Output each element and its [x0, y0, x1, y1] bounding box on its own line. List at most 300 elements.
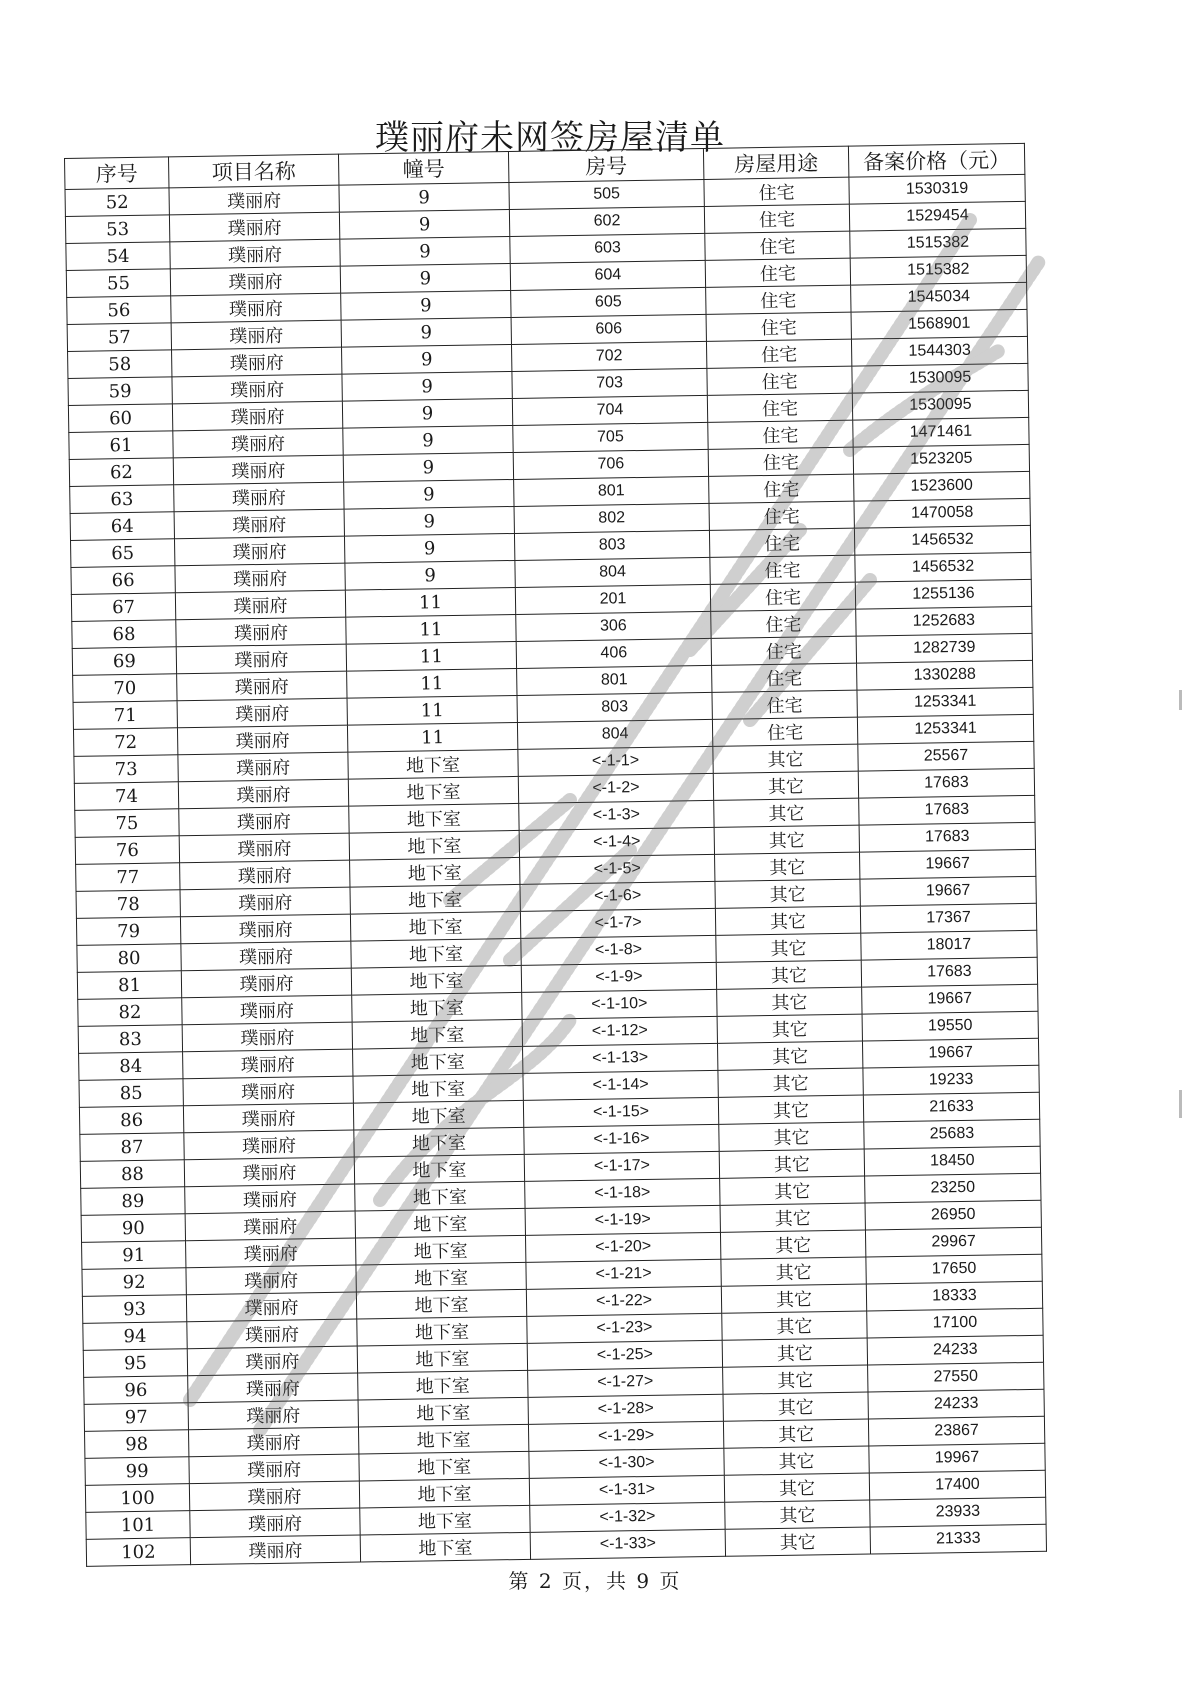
row-room: <-1-16> [524, 1124, 719, 1154]
row-building: 地下室 [350, 857, 520, 887]
row-building: 11 [347, 668, 517, 698]
row-room: 604 [510, 260, 705, 290]
row-usage: 其它 [721, 1257, 866, 1286]
row-building: 9 [341, 317, 511, 347]
row-room: 803 [514, 530, 709, 560]
scan-edge-mark [1179, 690, 1182, 710]
row-project: 璞丽府 [177, 671, 347, 701]
header-usage: 房屋用途 [703, 146, 848, 179]
row-price: 25683 [864, 1119, 1040, 1149]
row-building: 11 [346, 614, 516, 644]
row-usage: 其它 [719, 1122, 864, 1151]
row-usage: 其它 [725, 1500, 870, 1529]
row-room: 804 [517, 719, 712, 749]
row-project: 璞丽府 [187, 1346, 357, 1376]
row-room: 306 [516, 611, 711, 641]
row-building: 地下室 [356, 1289, 526, 1319]
row-usage: 其它 [722, 1311, 867, 1340]
row-price: 19667 [860, 876, 1036, 906]
row-usage: 住宅 [710, 555, 855, 584]
row-building: 地下室 [355, 1181, 525, 1211]
row-usage: 其它 [718, 1095, 863, 1124]
row-price: 19667 [862, 984, 1038, 1014]
row-usage: 住宅 [704, 204, 849, 233]
row-room: <-1-27> [528, 1367, 723, 1397]
row-building: 9 [344, 506, 514, 536]
row-price: 26950 [865, 1200, 1041, 1230]
row-price: 1515382 [850, 228, 1026, 258]
row-building: 地下室 [358, 1370, 528, 1400]
row-building: 11 [346, 641, 516, 671]
header-index: 序号 [65, 157, 169, 190]
row-building: 9 [345, 560, 515, 590]
row-building: 11 [345, 587, 515, 617]
row-project: 璞丽府 [176, 617, 346, 647]
row-building: 地下室 [352, 1019, 522, 1049]
row-project: 璞丽府 [188, 1400, 358, 1430]
row-index: 98 [85, 1430, 189, 1459]
row-index: 95 [83, 1349, 187, 1378]
row-building: 地下室 [356, 1235, 526, 1265]
row-building: 地下室 [350, 911, 520, 941]
row-building: 9 [342, 344, 512, 374]
row-project: 璞丽府 [177, 725, 347, 755]
row-project: 璞丽府 [183, 1103, 353, 1133]
row-usage: 其它 [716, 960, 861, 989]
row-building: 地下室 [351, 965, 521, 995]
row-project: 璞丽府 [176, 644, 346, 674]
row-building: 地下室 [359, 1478, 529, 1508]
row-project: 璞丽府 [186, 1292, 356, 1322]
row-room: 704 [512, 395, 707, 425]
row-building: 地下室 [348, 776, 518, 806]
row-price: 18333 [866, 1281, 1042, 1311]
row-building: 11 [347, 695, 517, 725]
row-index: 69 [72, 647, 176, 676]
row-index: 84 [79, 1052, 183, 1081]
row-index: 62 [69, 458, 173, 487]
row-index: 97 [84, 1403, 188, 1432]
row-price: 1252683 [856, 606, 1032, 636]
row-price: 19667 [862, 1038, 1038, 1068]
row-project: 璞丽府 [184, 1130, 354, 1160]
row-project: 璞丽府 [179, 806, 349, 836]
row-project: 璞丽府 [182, 1022, 352, 1052]
row-room: <-1-14> [523, 1070, 718, 1100]
row-room: 803 [517, 692, 712, 722]
row-room: <-1-28> [528, 1394, 723, 1424]
row-usage: 住宅 [709, 474, 854, 503]
row-price: 21633 [863, 1092, 1039, 1122]
row-index: 74 [74, 782, 178, 811]
row-price: 17100 [867, 1308, 1043, 1338]
row-usage: 其它 [720, 1230, 865, 1259]
row-building: 地下室 [357, 1316, 527, 1346]
row-building: 地下室 [358, 1424, 528, 1454]
row-room: <-1-32> [530, 1502, 725, 1532]
row-index: 99 [85, 1457, 189, 1486]
row-price: 1456532 [855, 552, 1031, 582]
row-building: 9 [341, 291, 511, 321]
row-usage: 住宅 [712, 717, 857, 746]
row-project: 璞丽府 [188, 1373, 358, 1403]
row-usage: 住宅 [710, 582, 855, 611]
row-project: 璞丽府 [172, 347, 342, 377]
row-index: 67 [71, 593, 175, 622]
row-index: 89 [81, 1187, 185, 1216]
row-price: 24233 [868, 1389, 1044, 1419]
row-usage: 其它 [714, 798, 859, 827]
row-room: 606 [511, 314, 706, 344]
row-index: 93 [82, 1295, 186, 1324]
row-index: 71 [73, 701, 177, 730]
row-index: 80 [77, 944, 181, 973]
row-usage: 其它 [720, 1203, 865, 1232]
row-price: 1568901 [851, 309, 1027, 339]
row-price: 17400 [869, 1470, 1045, 1500]
row-usage: 住宅 [709, 528, 854, 557]
row-index: 78 [76, 890, 180, 919]
row-project: 璞丽府 [181, 941, 351, 971]
row-index: 87 [80, 1133, 184, 1162]
row-project: 璞丽府 [189, 1481, 359, 1511]
row-usage: 其它 [722, 1338, 867, 1367]
row-project: 璞丽府 [179, 833, 349, 863]
row-project: 璞丽府 [189, 1454, 359, 1484]
row-usage: 其它 [723, 1419, 868, 1448]
row-room: <-1-18> [525, 1178, 720, 1208]
row-usage: 住宅 [707, 393, 852, 422]
row-room: <-1-1> [518, 746, 713, 776]
row-project: 璞丽府 [175, 590, 345, 620]
row-price: 19967 [869, 1443, 1045, 1473]
row-price: 18450 [864, 1146, 1040, 1176]
row-building: 地下室 [354, 1127, 524, 1157]
row-price: 1529454 [849, 201, 1025, 231]
row-room: <-1-8> [521, 935, 716, 965]
row-room: 804 [515, 557, 710, 587]
row-project: 璞丽府 [175, 563, 345, 593]
row-project: 璞丽府 [180, 887, 350, 917]
row-index: 63 [70, 485, 174, 514]
row-project: 璞丽府 [171, 320, 341, 350]
row-building: 地下室 [358, 1397, 528, 1427]
row-room: <-1-31> [529, 1475, 724, 1505]
row-index: 86 [79, 1106, 183, 1135]
row-price: 1523600 [854, 471, 1030, 501]
row-usage: 其它 [716, 933, 861, 962]
row-project: 璞丽府 [172, 401, 342, 431]
row-usage: 其它 [723, 1392, 868, 1421]
table-body [65, 174, 1047, 1566]
row-index: 102 [86, 1538, 190, 1567]
row-price: 19667 [860, 849, 1036, 879]
row-building: 地下室 [360, 1532, 530, 1562]
page-footer: 第 2 页，共 9 页 [508, 1569, 682, 1593]
row-usage: 其它 [717, 1041, 862, 1070]
row-price: 29967 [865, 1227, 1041, 1257]
row-room: <-1-3> [519, 800, 714, 830]
row-project: 璞丽府 [178, 752, 348, 782]
row-room: 802 [514, 503, 709, 533]
header-project: 项目名称 [168, 154, 338, 188]
row-index: 65 [71, 539, 175, 568]
row-index: 101 [86, 1511, 190, 1540]
row-room: 505 [509, 179, 704, 209]
row-project: 璞丽府 [174, 482, 344, 512]
row-index: 57 [67, 323, 171, 352]
row-price: 17683 [859, 822, 1035, 852]
row-index: 77 [76, 863, 180, 892]
row-index: 66 [71, 566, 175, 595]
row-index: 79 [76, 917, 180, 946]
row-project: 璞丽府 [180, 914, 350, 944]
row-project: 璞丽府 [171, 293, 341, 323]
row-index: 83 [78, 1025, 182, 1054]
row-project: 璞丽府 [188, 1427, 358, 1457]
row-usage: 其它 [715, 879, 860, 908]
row-index: 64 [70, 512, 174, 541]
row-usage: 其它 [724, 1473, 869, 1502]
row-usage: 住宅 [711, 609, 856, 638]
row-building: 9 [342, 371, 512, 401]
row-project: 璞丽府 [173, 455, 343, 485]
row-building: 地下室 [351, 938, 521, 968]
row-usage: 住宅 [706, 339, 851, 368]
row-index: 55 [66, 269, 170, 298]
row-price: 1515382 [850, 255, 1026, 285]
row-project: 璞丽府 [186, 1265, 356, 1295]
row-building: 11 [347, 722, 517, 752]
row-building: 地下室 [353, 1046, 523, 1076]
row-room: 605 [511, 287, 706, 317]
row-room: <-1-33> [530, 1529, 725, 1559]
row-room: <-1-21> [526, 1259, 721, 1289]
row-project: 璞丽府 [174, 509, 344, 539]
row-usage: 住宅 [709, 501, 854, 530]
row-price: 17683 [861, 957, 1037, 987]
row-usage: 住宅 [705, 258, 850, 287]
row-project: 璞丽府 [187, 1319, 357, 1349]
row-price: 17683 [858, 768, 1034, 798]
row-project: 璞丽府 [181, 968, 351, 998]
row-room: <-1-13> [523, 1043, 718, 1073]
row-project: 璞丽府 [185, 1211, 355, 1241]
listing-table-wrap [64, 143, 1046, 1567]
row-room: <-1-20> [525, 1232, 720, 1262]
row-room: <-1-25> [527, 1340, 722, 1370]
row-project: 璞丽府 [185, 1184, 355, 1214]
row-index: 91 [82, 1241, 186, 1270]
row-usage: 其它 [717, 987, 862, 1016]
row-index: 72 [73, 728, 177, 757]
row-usage: 其它 [714, 825, 859, 854]
row-room: <-1-15> [523, 1097, 718, 1127]
row-price: 1530319 [849, 174, 1025, 204]
row-price: 1523205 [853, 444, 1029, 474]
row-project: 璞丽府 [190, 1508, 360, 1538]
row-usage: 其它 [715, 906, 860, 935]
row-price: 19550 [862, 1011, 1038, 1041]
row-room: 705 [513, 422, 708, 452]
row-usage: 其它 [718, 1068, 863, 1097]
row-index: 59 [68, 377, 172, 406]
row-usage: 其它 [725, 1527, 870, 1556]
row-building: 9 [344, 479, 514, 509]
row-room: <-1-2> [518, 773, 713, 803]
row-building: 地下室 [354, 1154, 524, 1184]
row-usage: 其它 [713, 771, 858, 800]
row-index: 60 [68, 404, 172, 433]
row-price: 1255136 [855, 579, 1031, 609]
row-price: 17650 [866, 1254, 1042, 1284]
row-room: 602 [509, 206, 704, 236]
row-usage: 住宅 [705, 231, 850, 260]
row-index: 75 [75, 809, 179, 838]
row-price: 23933 [870, 1497, 1046, 1527]
row-building: 9 [339, 210, 509, 240]
row-price: 1282739 [856, 633, 1032, 663]
row-building: 地下室 [348, 749, 518, 779]
row-room: <-1-10> [522, 989, 717, 1019]
row-project: 璞丽府 [178, 779, 348, 809]
row-building: 地下室 [352, 992, 522, 1022]
row-building: 地下室 [355, 1208, 525, 1238]
row-price: 1530095 [852, 390, 1028, 420]
row-index: 94 [83, 1322, 187, 1351]
row-index: 100 [85, 1484, 189, 1513]
row-building: 9 [343, 425, 513, 455]
row-price: 1330288 [857, 660, 1033, 690]
header-room: 房号 [508, 148, 703, 182]
row-index: 70 [73, 674, 177, 703]
row-project: 璞丽府 [169, 185, 339, 215]
row-project: 璞丽府 [180, 860, 350, 890]
row-room: 703 [512, 368, 707, 398]
row-index: 85 [79, 1079, 183, 1108]
row-index: 88 [80, 1160, 184, 1189]
row-price: 25567 [858, 741, 1034, 771]
row-room: <-1-29> [528, 1421, 723, 1451]
row-usage: 住宅 [706, 312, 851, 341]
row-price: 23867 [868, 1416, 1044, 1446]
row-price: 1545034 [851, 282, 1027, 312]
row-project: 璞丽府 [172, 374, 342, 404]
row-index: 56 [67, 296, 171, 325]
row-building: 地下室 [349, 803, 519, 833]
row-room: <-1-5> [520, 854, 715, 884]
row-project: 璞丽府 [186, 1238, 356, 1268]
row-price: 1471461 [853, 417, 1029, 447]
row-building: 9 [339, 183, 509, 213]
row-price: 1253341 [857, 714, 1033, 744]
row-building: 9 [344, 533, 514, 563]
row-project: 璞丽府 [169, 212, 339, 242]
row-building: 地下室 [360, 1505, 530, 1535]
row-index: 58 [68, 350, 172, 379]
listing-table [64, 143, 1047, 1567]
scan-edge-mark [1179, 1090, 1182, 1118]
row-room: 702 [511, 341, 706, 371]
row-room: <-1-12> [522, 1016, 717, 1046]
row-project: 璞丽府 [177, 698, 347, 728]
row-index: 92 [82, 1268, 186, 1297]
row-room: <-1-9> [521, 962, 716, 992]
row-room: 801 [514, 476, 709, 506]
row-price: 24233 [867, 1335, 1043, 1365]
row-index: 61 [69, 431, 173, 460]
row-room: <-1-23> [527, 1313, 722, 1343]
row-project: 璞丽府 [183, 1049, 353, 1079]
row-building: 地下室 [349, 830, 519, 860]
row-room: <-1-22> [526, 1286, 721, 1316]
row-price: 18017 [861, 930, 1037, 960]
row-room: <-1-4> [519, 827, 714, 857]
row-project: 璞丽府 [190, 1535, 360, 1565]
row-usage: 住宅 [712, 690, 857, 719]
header-price: 备案价格（元） [848, 143, 1024, 177]
row-building: 地下室 [356, 1262, 526, 1292]
row-usage: 其它 [715, 852, 860, 881]
row-index: 81 [77, 971, 181, 1000]
row-usage: 住宅 [711, 636, 856, 665]
row-price: 19233 [863, 1065, 1039, 1095]
row-building: 地下室 [359, 1451, 529, 1481]
row-index: 68 [72, 620, 176, 649]
row-usage: 其它 [719, 1149, 864, 1178]
row-room: 603 [510, 233, 705, 263]
row-building: 9 [340, 264, 510, 294]
row-index: 96 [84, 1376, 188, 1405]
row-room: 706 [513, 449, 708, 479]
row-project: 璞丽府 [173, 428, 343, 458]
row-index: 52 [65, 188, 169, 217]
row-usage: 住宅 [704, 177, 849, 206]
row-project: 璞丽府 [183, 1076, 353, 1106]
row-room: 801 [517, 665, 712, 695]
row-building: 9 [340, 237, 510, 267]
row-usage: 其它 [721, 1284, 866, 1313]
row-price: 1456532 [854, 525, 1030, 555]
row-project: 璞丽府 [174, 536, 344, 566]
row-project: 璞丽府 [182, 995, 352, 1025]
row-building: 地下室 [350, 884, 520, 914]
row-usage: 住宅 [712, 663, 857, 692]
row-room: <-1-7> [520, 908, 715, 938]
row-building: 地下室 [353, 1073, 523, 1103]
row-price: 1470058 [854, 498, 1030, 528]
row-price: 1253341 [857, 687, 1033, 717]
row-price: 17367 [860, 903, 1036, 933]
row-building: 地下室 [353, 1100, 523, 1130]
row-price: 21333 [870, 1524, 1046, 1554]
row-building: 9 [343, 452, 513, 482]
row-usage: 其它 [713, 744, 858, 773]
row-room: <-1-17> [524, 1151, 719, 1181]
row-price: 23250 [865, 1173, 1041, 1203]
row-price: 17683 [859, 795, 1035, 825]
row-index: 54 [66, 242, 170, 271]
row-index: 73 [74, 755, 178, 784]
row-usage: 其它 [720, 1176, 865, 1205]
row-usage: 其它 [724, 1446, 869, 1475]
row-index: 53 [65, 215, 169, 244]
row-index: 76 [75, 836, 179, 865]
row-room: <-1-19> [525, 1205, 720, 1235]
row-usage: 住宅 [708, 420, 853, 449]
row-room: <-1-6> [520, 881, 715, 911]
row-project: 璞丽府 [184, 1157, 354, 1187]
